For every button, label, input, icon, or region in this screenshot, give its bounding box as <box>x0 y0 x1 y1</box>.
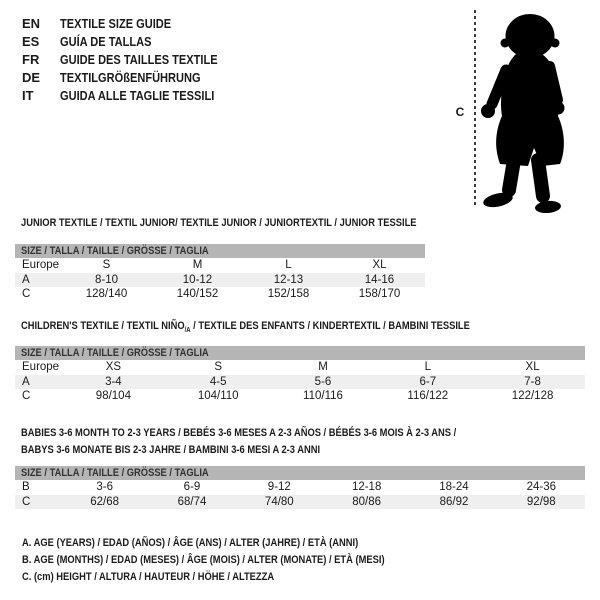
language-code: IT <box>22 87 34 103</box>
size-column: S <box>102 259 111 272</box>
size-column: M <box>318 361 328 374</box>
row-label: A <box>22 273 30 286</box>
cell: 12-18 <box>351 481 382 494</box>
height-measure-label: C <box>455 105 465 119</box>
footnote-c: C. (cm) HEIGHT / ALTURA / HAUTEUR / HÖHE / ALTEZZA <box>22 571 275 583</box>
cell: 9-12 <box>267 481 291 494</box>
size-column: XL <box>372 259 387 272</box>
cell: 62/68 <box>90 495 120 508</box>
gender-subscript: /A <box>184 327 191 335</box>
babies-row-b <box>15 480 585 495</box>
cell: 4-5 <box>209 375 227 388</box>
cell: 8-10 <box>94 273 119 286</box>
row-label: C <box>22 495 31 508</box>
cell: 12-13 <box>273 273 304 286</box>
babies-row-c <box>15 495 585 510</box>
cell: 86/92 <box>439 495 469 508</box>
cell: 6-7 <box>419 375 437 388</box>
cell: 158/170 <box>358 288 401 301</box>
cell: 116/122 <box>407 390 449 403</box>
cell: 110/116 <box>303 390 343 403</box>
cell: 92/98 <box>526 495 556 508</box>
language-row-fr <box>22 50 245 68</box>
cell: 68/74 <box>177 495 207 508</box>
row-label: C <box>22 288 31 301</box>
cell: 80/86 <box>352 495 382 508</box>
cell: 6-9 <box>183 481 201 494</box>
size-column: L <box>285 259 292 272</box>
language-code: DE <box>22 69 41 85</box>
size-header-bar: SIZE / TALLA / TAILLE / GRÖSSE / TAGLIA <box>15 244 425 258</box>
row-label: B <box>22 481 30 494</box>
junior-column-header-row <box>15 258 425 273</box>
children-column-header-row <box>15 360 585 375</box>
babies-table-title-line1: BABIES 3-6 MONTH TO 2-3 YEARS / BEBÉS 3-6 MESES A 2-3 AÑOS / BÉBÉS 3-6 MOIS À 2-3 ANS / <box>21 427 457 439</box>
cell: 104/110 <box>197 390 239 403</box>
size-column: M <box>192 259 203 272</box>
cell: 14-16 <box>364 273 395 286</box>
cell: 152/158 <box>267 288 310 301</box>
footnote-b: B. AGE (MONTHS) / EDAD (MESES) / ÂGE (MOIS) / ALTER (MONATE) / ETÀ (MESI) <box>22 554 385 566</box>
size-column: L <box>424 361 431 374</box>
guide-title: GUIDE DES TAILLES TEXTILE <box>60 51 218 67</box>
babies-size-table <box>15 466 585 509</box>
cell: 3-4 <box>105 375 122 388</box>
size-column: XS <box>105 361 122 374</box>
children-table-title: CHILDREN'S TEXTILE / TEXTIL $NIÑO_{/A}$ / TEXTILE DES ENFANTS / KINDERTEXTIL / BAMBINI TESSILE <box>21 320 470 335</box>
guide-title: TEXTILE SIZE GUIDE <box>60 15 172 31</box>
guide-title: TEXTILGRÖßENFÜHRUNG <box>60 69 201 85</box>
toddler-silhouette-icon <box>478 8 574 213</box>
region-label: Europe <box>22 361 60 374</box>
language-row-en <box>22 14 245 32</box>
guide-title: GUÍA DE TALLAS <box>60 33 152 49</box>
region-label: Europe <box>22 259 60 272</box>
footnote-a: A. AGE (YEARS) / EDAD (AÑOS) / ÂGE (ANS) / ALTER (JAHRE) / ETÀ (ANNI) <box>22 537 359 549</box>
children-row-a <box>15 375 585 390</box>
junior-size-table <box>15 244 425 302</box>
language-row-es <box>22 32 245 50</box>
guide-title: GUIDA ALLE TAGLIE TESSILI <box>60 87 215 103</box>
junior-row-a <box>15 273 425 288</box>
cell: 5-6 <box>314 375 332 388</box>
row-label: C <box>22 390 31 403</box>
height-dashed-line <box>474 10 476 206</box>
cell: 74/80 <box>264 495 294 508</box>
junior-row-c <box>15 287 425 302</box>
language-code: FR <box>22 51 40 67</box>
cell: 122/128 <box>511 390 554 403</box>
cell: 140/152 <box>176 288 219 301</box>
language-code: ES <box>22 33 40 49</box>
cell: 18-24 <box>439 481 469 494</box>
language-row-it <box>22 86 245 104</box>
size-header-bar: SIZE / TALLA / TAILLE / GRÖSSE / TAGLIA <box>15 466 585 480</box>
size-column: XL <box>525 361 540 374</box>
row-label: A <box>22 375 30 388</box>
language-header <box>22 14 245 104</box>
size-header-bar: SIZE / TALLA / TAILLE / GRÖSSE / TAGLIA <box>15 346 585 360</box>
babies-table-title-line2: BABYS 3-6 MONATE BIS 2-3 JAHRE / BAMBINI 3-6 MESI A 2-3 ANNI <box>21 444 321 456</box>
cell: 128/140 <box>85 288 128 301</box>
size-column: S <box>214 361 223 374</box>
language-code: EN <box>22 15 41 31</box>
cell: 98/104 <box>95 390 131 403</box>
junior-table-title: JUNIOR TEXTILE / TEXTIL JUNIOR/ TEXTILE JUNIOR / JUNIORTEXTIL / JUNIOR TESSILE <box>21 217 417 229</box>
language-row-de <box>22 68 245 86</box>
cell: 3-6 <box>96 481 113 494</box>
children-size-table <box>15 346 585 404</box>
children-row-c <box>15 389 585 404</box>
cell: 10-12 <box>182 273 213 286</box>
cell: 24-36 <box>526 481 557 494</box>
cell: 7-8 <box>524 375 541 388</box>
